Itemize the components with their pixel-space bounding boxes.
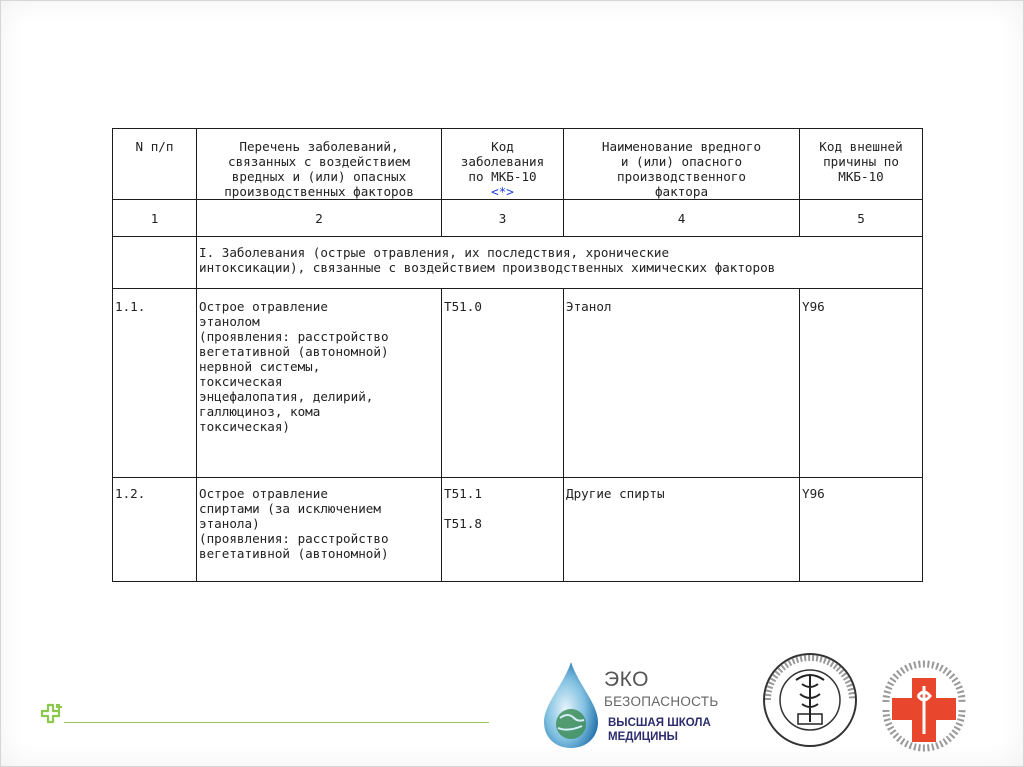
occupational-diseases-table bbox=[112, 128, 923, 582]
table-header-row bbox=[113, 129, 923, 200]
header-disease-code bbox=[442, 129, 564, 200]
footer-divider bbox=[64, 722, 489, 723]
header-code-text: Код заболевания по МКБ-10 bbox=[460, 139, 545, 184]
section-empty-cell bbox=[113, 237, 197, 289]
private-clinics-association-icon bbox=[872, 650, 976, 754]
column-number: 5 bbox=[800, 200, 923, 237]
school-name bbox=[608, 716, 711, 744]
header-disease-list: Перечень заболеваний, связанных с воздействием вредных и (или) опасных производственных факторов bbox=[197, 129, 442, 200]
column-number: 2 bbox=[197, 200, 442, 237]
school-line-2: МЕДИЦИНЫ bbox=[608, 731, 678, 743]
row-number: 1.2. bbox=[113, 478, 197, 582]
column-number: 4 bbox=[564, 200, 800, 237]
row-disease: Острое отравление спиртами (за исключением этанола) (проявления: расстройство вегетативной (автономной) bbox=[197, 478, 442, 582]
table-row bbox=[113, 478, 923, 582]
section-title: I. Заболевания (острые отравления, их последствия, хронические интоксикации), связанные с воздействием производственных химических факторов bbox=[197, 237, 923, 289]
row-factor: Этанол bbox=[564, 289, 800, 478]
column-number-row bbox=[113, 200, 923, 237]
eco-brand-subtitle: БЕЗОПАСНОСТЬ bbox=[604, 694, 719, 709]
water-drop-globe-icon bbox=[540, 660, 602, 752]
plus-cross-icon bbox=[34, 702, 64, 730]
column-number: 1 bbox=[113, 200, 197, 237]
school-line-1: ВЫСШАЯ ШКОЛА bbox=[608, 717, 711, 729]
row-factor: Другие спирты bbox=[564, 478, 800, 582]
row-number: 1.1. bbox=[113, 289, 197, 478]
row-cause: Y96 bbox=[800, 478, 923, 582]
table-row bbox=[113, 289, 923, 478]
row-code: T51.0 bbox=[442, 289, 564, 478]
header-harmful-factor: Наименование вредного и (или) опасного производственного фактора bbox=[564, 129, 800, 200]
header-number: N п/п bbox=[113, 129, 197, 200]
column-number: 3 bbox=[442, 200, 564, 237]
eco-brand-title: ЭКО bbox=[604, 668, 649, 691]
section-row bbox=[113, 237, 923, 289]
academy-seal-icon bbox=[760, 650, 860, 750]
row-disease: Острое отравление этанолом (проявления: расстройство вегетативной (автономной) нервной системы, токсическая энцефалопатия, делирий, галлюциноз, кома токсическая) bbox=[197, 289, 442, 478]
row-cause: Y96 bbox=[800, 289, 923, 478]
table-cutoff bbox=[100, 585, 940, 615]
header-external-cause: Код внешней причины по МКБ-10 bbox=[800, 129, 923, 200]
row-code: T51.1 T51.8 bbox=[442, 478, 564, 582]
footnote-link[interactable]: <*> bbox=[491, 184, 514, 199]
